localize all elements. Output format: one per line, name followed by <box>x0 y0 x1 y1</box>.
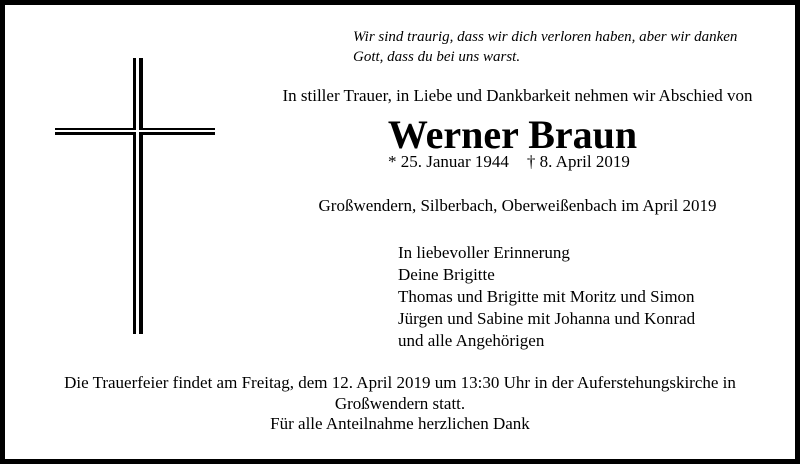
mourners-line: In liebevoller Erinnerung <box>398 243 570 262</box>
death-date: † 8. April 2019 <box>526 152 630 171</box>
quote-line: Gott, dass du bei uns warst. <box>353 49 521 65</box>
memorial-quote <box>353 27 783 67</box>
mourners-line: Thomas und Brigitte mit Moritz und Simon <box>398 287 695 306</box>
birth-date: * 25. Januar 1944 <box>388 152 509 171</box>
mourners-line: und alle Angehörigen <box>398 331 545 350</box>
mourners-line: Deine Brigitte <box>398 265 495 284</box>
mourners-line: Jürgen und Sabine mit Johanna und Konrad <box>398 309 696 328</box>
funeral-notice-line: Großwendern statt. <box>334 394 466 413</box>
funeral-notice-line: Die Trauerfeier findet am Freitag, dem 12. April 2019 um 13:30 Uhr in der Auferstehungskirche in <box>64 373 736 392</box>
deceased-name: Werner Braun <box>387 112 638 157</box>
cross-icon <box>55 58 215 334</box>
quote-line: Wir sind traurig, dass wir dich verloren haben, aber wir danken <box>353 29 738 45</box>
thanks-note: Für alle Anteilnahme herzlichen Dank <box>270 414 530 433</box>
places-and-date: Großwendern, Silberbach, Oberweißenbach im April 2019 <box>318 196 717 215</box>
mourners-list <box>398 242 695 352</box>
farewell-intro: In stiller Trauer, in Liebe und Dankbarkeit nehmen wir Abschied von <box>282 86 753 105</box>
life-dates <box>388 152 630 172</box>
funeral-notice <box>10 372 790 414</box>
